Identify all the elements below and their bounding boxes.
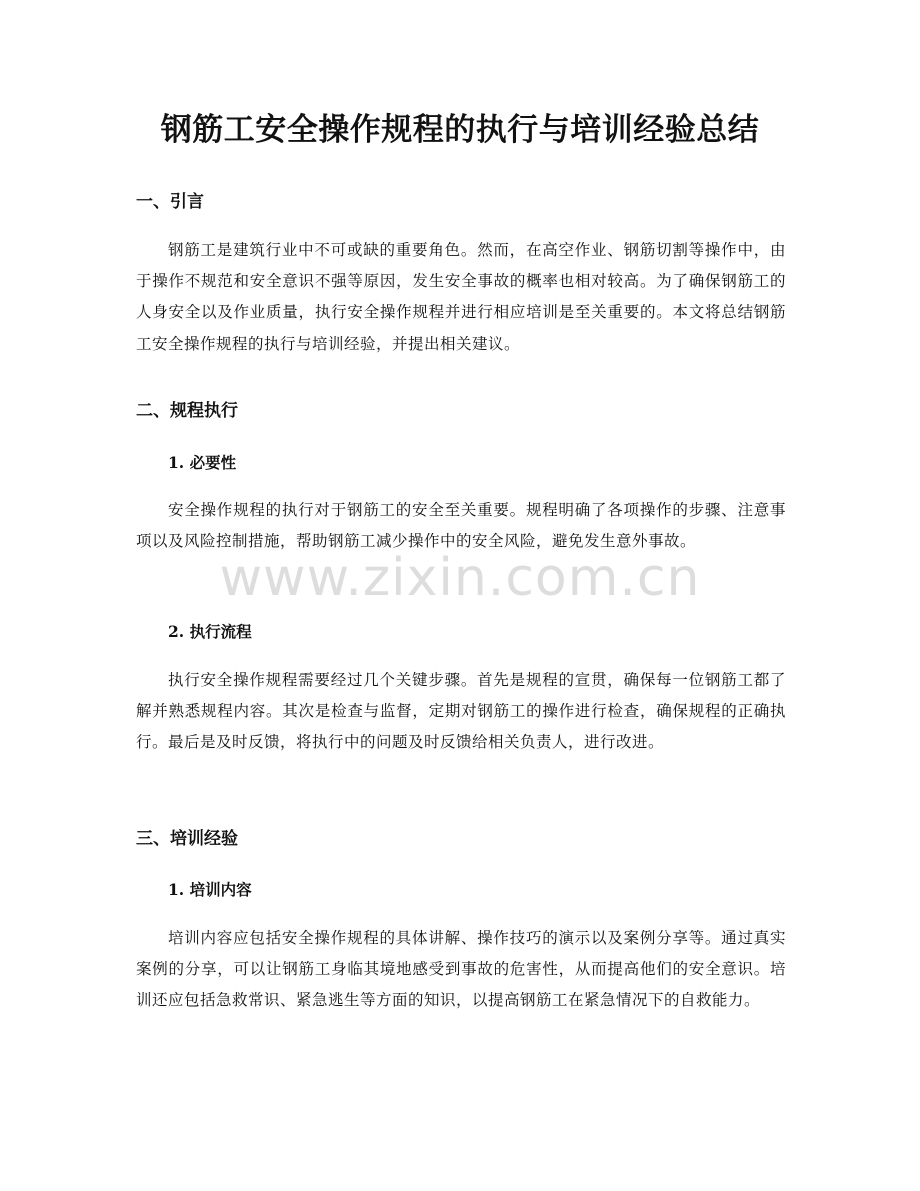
paragraph-training-content: 培训内容应包括安全操作规程的具体讲解、操作技巧的演示以及案例分享等。通过真实案例的分享，可以让钢筋工身临其境地感受到事故的危害性，从而提高他们的安全意识。培训还应包括急救常识、紧急逃生等方面的知识，以提高钢筋工在紧急情况下的自救能力。 bbox=[136, 929, 786, 1010]
paragraph-necessity: 安全操作规程的执行对于钢筋工的安全至关重要。规程明确了各项操作的步骤、注意事项以及风险控制措施，帮助钢筋工减少操作中的安全风险，避免发生意外事故。 bbox=[136, 501, 786, 551]
subheading-execution-process: 2. 执行流程 bbox=[168, 622, 252, 641]
section-heading-intro: 一、引言 bbox=[136, 192, 204, 212]
subheading-training-content: 1. 培训内容 bbox=[168, 880, 252, 899]
paragraph-intro: 钢筋工是建筑行业中不可或缺的重要角色。然而，在高空作业、钢筋切割等操作中，由于操作不规范和安全意识不强等原因，发生安全事故的概率也相对较高。为了确保钢筋工的人身安全以及作业质量，执行安全操作规程并进行相应培训是至关重要的。本文将总结钢筋工安全操作规程的执行与培训经验，并提出相关建议。 bbox=[136, 241, 786, 353]
subheading-necessity: 1. 必要性 bbox=[168, 453, 237, 472]
section-heading-execution: 二、规程执行 bbox=[136, 401, 238, 421]
watermark: www.zixin.com.cn bbox=[219, 548, 701, 608]
document-title: 钢筋工安全操作规程的执行与培训经验总结 bbox=[160, 112, 760, 148]
paragraph-execution-process: 执行安全操作规程需要经过几个关键步骤。首先是规程的宣贯，确保每一位钢筋工都了解并熟悉规程内容。其次是检查与监督，定期对钢筋工的操作进行检查，确保规程的正确执行。最后是及时反馈，将执行中的问题及时反馈给相关负责人，进行改进。 bbox=[136, 671, 786, 752]
section-heading-training: 三、培训经验 bbox=[136, 829, 238, 849]
